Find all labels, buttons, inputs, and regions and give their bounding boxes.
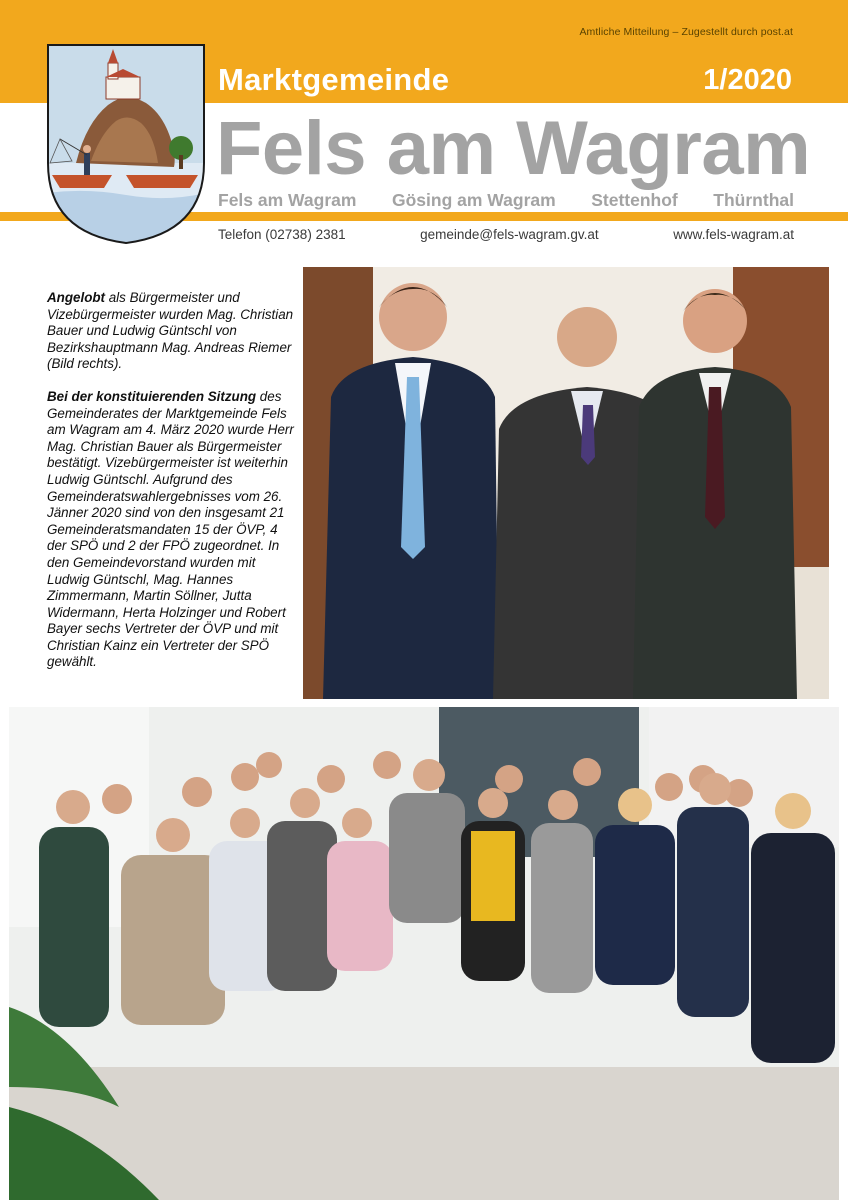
village-item: Gösing am Wagram (391, 190, 556, 210)
article-lead: Angelobt (47, 290, 106, 305)
website-link[interactable]: www.fels-wagram.at (673, 227, 794, 242)
photo-swearing-in (303, 267, 829, 699)
article-paragraph (47, 290, 295, 373)
contact-bar (218, 227, 794, 242)
article-lead: Bei der konstituierenden Sitzung (47, 388, 257, 404)
postal-notice: Amtliche Mitteilung – Zugestellt durch post.at (579, 26, 793, 38)
phone-number: Telefon (02738) 2381 (218, 227, 346, 242)
village-item: Stettenhof (591, 190, 678, 210)
photo-council-group (9, 707, 839, 1200)
email-link[interactable]: gemeinde@fels-wagram.gv.at (420, 227, 599, 242)
article-body: als Bürgermeister und Vizebürgermeister wurden Mag. Christian Bauer und Ludwig Güntschl von Bezirkshauptmann Mag. Andreas Riemer (Bild rechts). (47, 290, 294, 372)
article-paragraph (47, 389, 295, 671)
village-item: Thürnthal (713, 190, 794, 210)
page-title: Fels am Wagram (216, 106, 811, 191)
issue-number: 1/2020 (703, 64, 792, 96)
village-item: Fels am Wagram (218, 190, 357, 210)
coat-of-arms-icon (46, 43, 206, 245)
article-text (47, 290, 295, 687)
article-body: des Gemeinderates der Marktgemeinde Fels am Wagram am 4. März 2020 wurde Herr Mag. Christian Bauer als Bürgermeister bestätigt. Vizebürgermeister ist weiterhin Ludwig Güntschl. Aufgrund des Gemeinderatswahlergebnisses vom 26. Jänner 2020 sind von den insgesamt 21 Gemeinderatsmandaten 15 der ÖVP, 4 der SPÖ und 2 der FPÖ zugeordnet. In den Gemeindevorstand wurden mit Ludwig Güntschl, Mag. Hannes Zimmermann, Martin Söllner, Jutta Widermann, Herta Holzinger und Robert Bayer sechs Vertreter der ÖVP und mit Christian Kainz ein Vertreter der SPÖ gewählt. (47, 388, 294, 670)
header-subtitle: Marktgemeinde (218, 62, 450, 97)
village-list (218, 190, 794, 211)
